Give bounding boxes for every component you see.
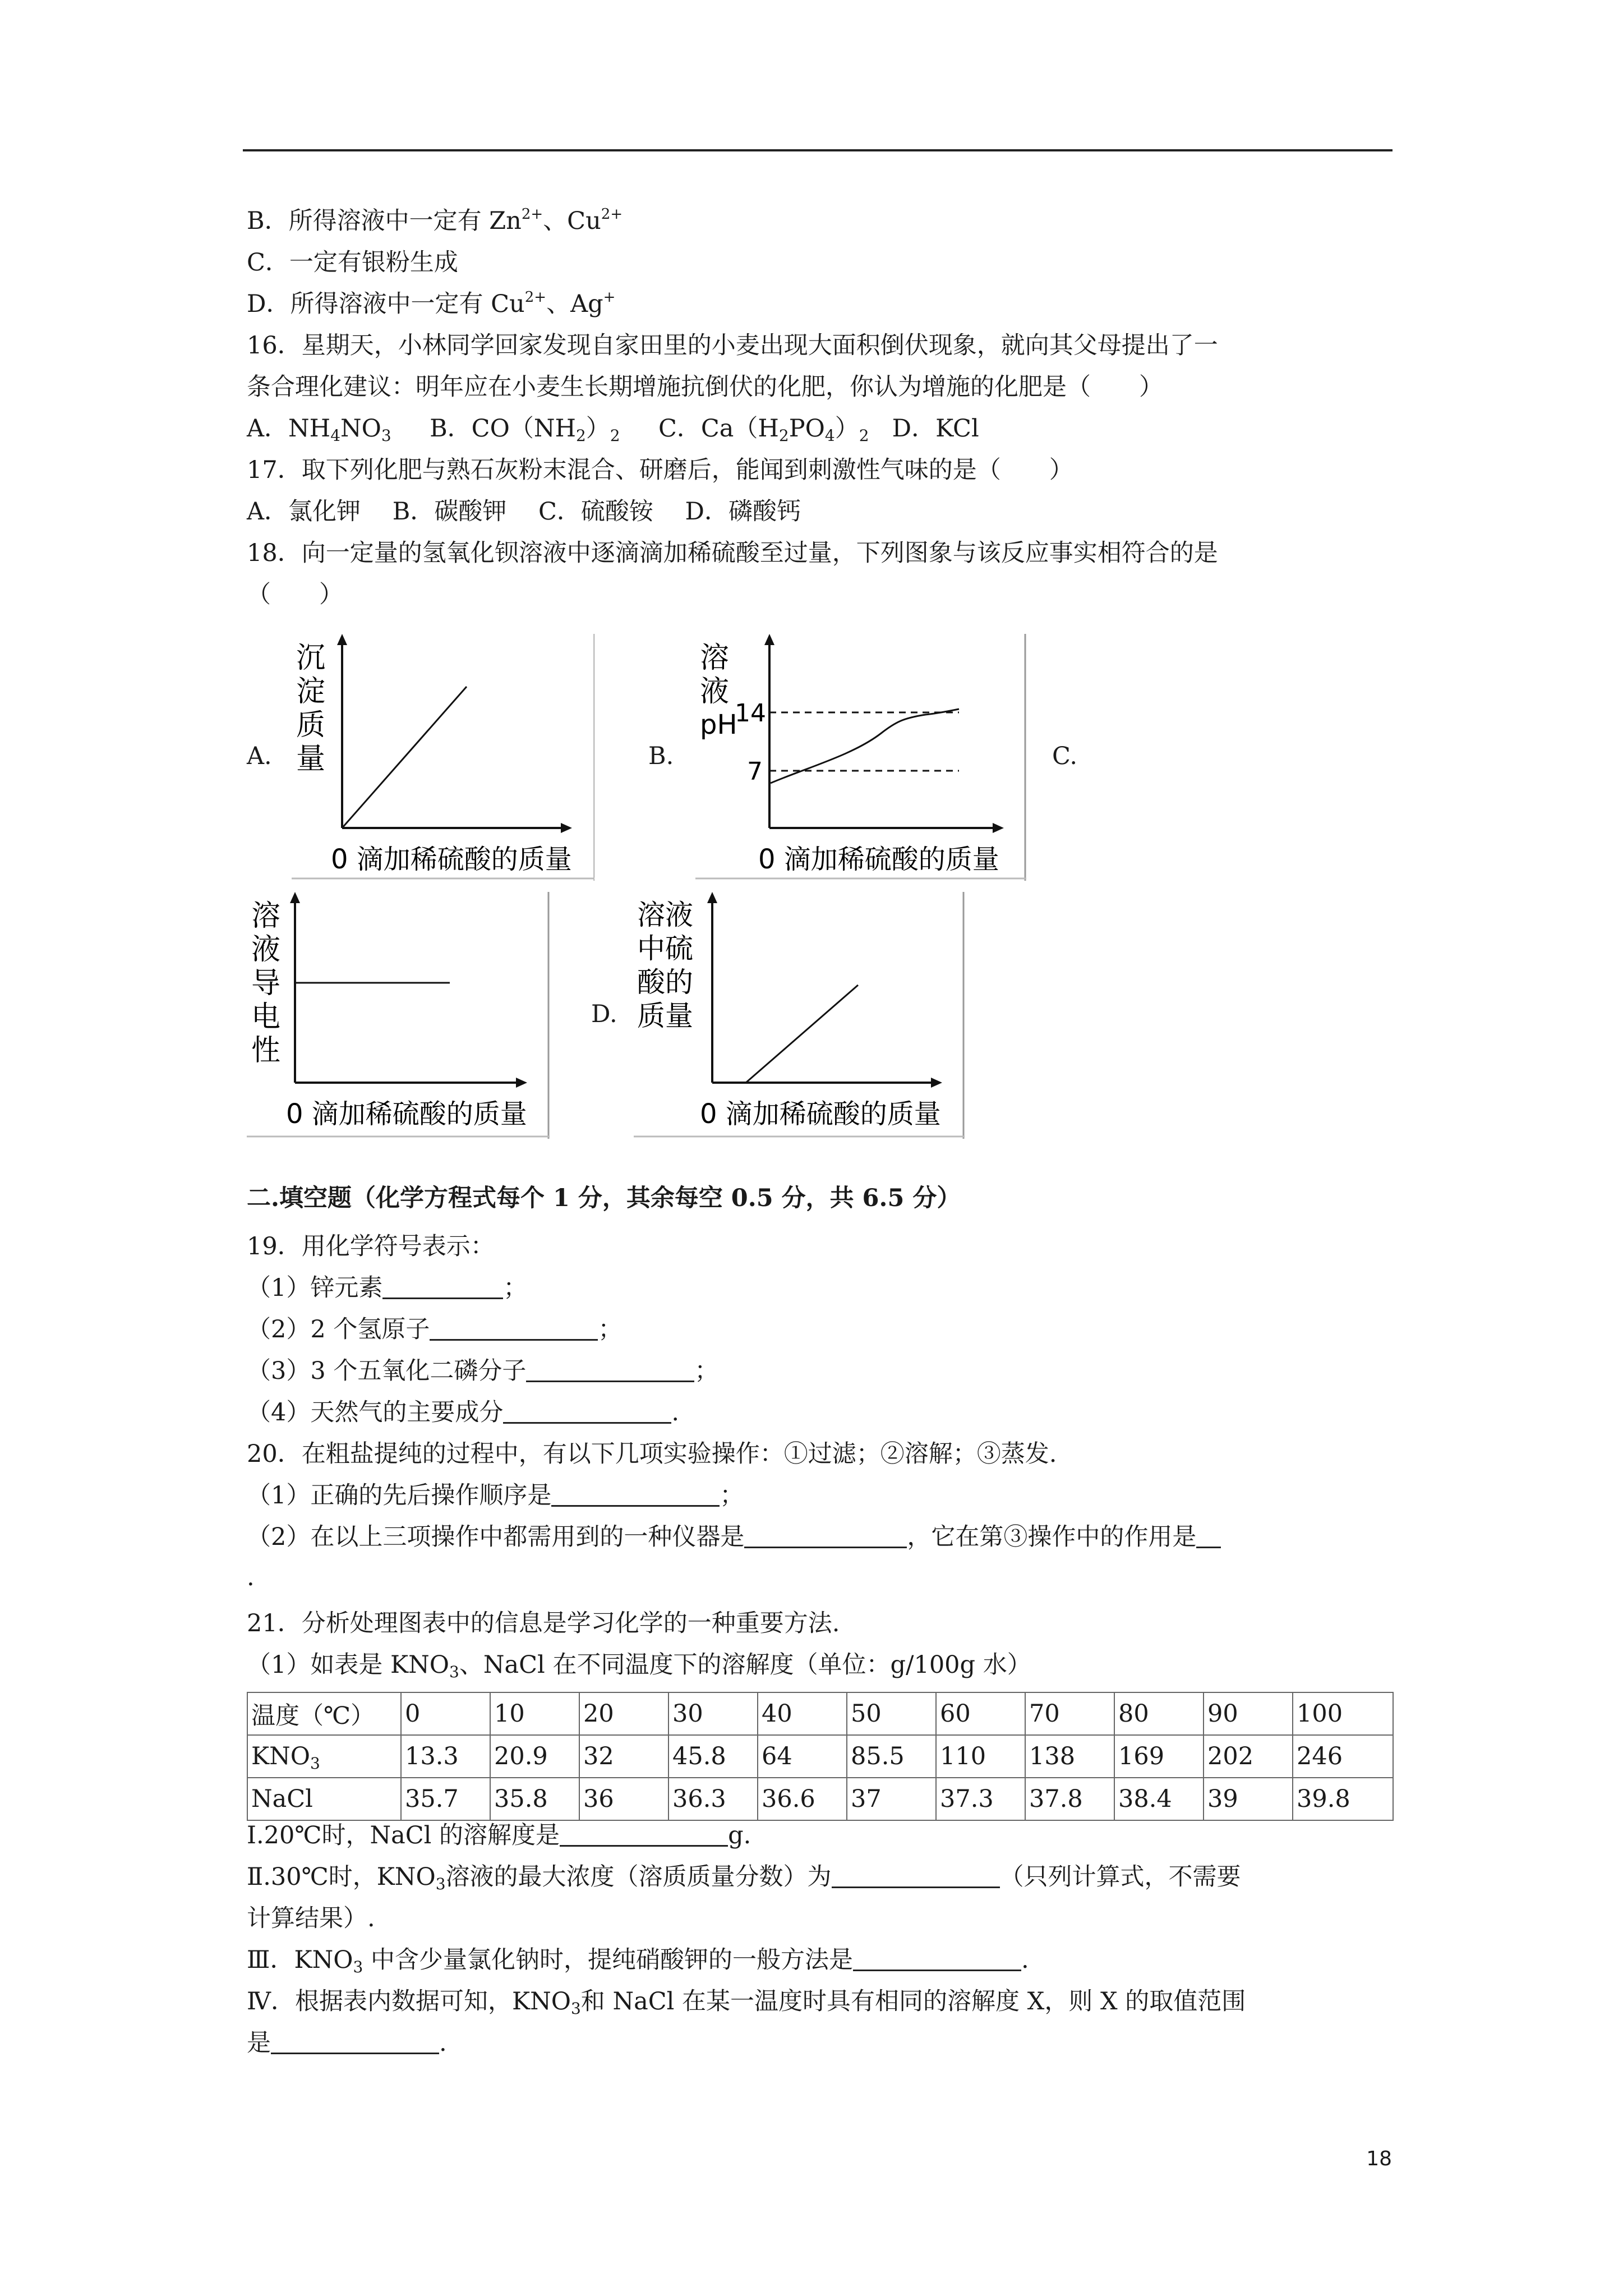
table-header-label: 温度（℃）	[247, 1692, 401, 1735]
graph-b-tick-7: 7	[747, 757, 763, 786]
q19-stem: 19．用化学符号表示：	[247, 1232, 495, 1260]
table-header-cell: 10	[490, 1692, 579, 1735]
q16-stem-line2: 条合理化建议：明年应在小麦生长期增施抗倒伏的化肥，你认为增施的化肥是（ ）	[247, 373, 1163, 401]
q19-item-2: （2）2 个氢原子 ；	[247, 1315, 623, 1343]
q21-sub-1: Ⅰ.20℃时，NaCl 的溶解度是 g.	[247, 1821, 751, 1849]
graph-d-ylabel-1: 溶液	[637, 899, 693, 931]
graph-a	[292, 634, 594, 881]
q19-blank-2[interactable]	[430, 1314, 598, 1341]
table-row-label: $KNO_3$	[247, 1735, 401, 1778]
q20-blank-2[interactable]	[744, 1522, 907, 1548]
table-header-cell: 100	[1293, 1692, 1393, 1735]
q19-item-4: （4）天然气的主要成分 .	[247, 1398, 680, 1427]
table-cell: 39.8	[1293, 1778, 1393, 1820]
table-cell: 64	[758, 1735, 847, 1778]
table-cell: 36.3	[668, 1778, 758, 1820]
q18-label-b: B.	[648, 742, 674, 770]
table-header-cell: 20	[579, 1692, 668, 1735]
table-header-cell: 90	[1204, 1692, 1293, 1735]
q19-blank-3[interactable]	[526, 1356, 694, 1382]
q19-item-3: （3）3 个五氧化二磷分子 ；	[247, 1357, 719, 1385]
table-cell: 32	[579, 1735, 668, 1778]
q20-item-1: （1）正确的先后操作顺序是 ；	[247, 1481, 744, 1510]
table-cell: 39	[1204, 1778, 1293, 1820]
q16-option-b: B．$CO(NH_2)_2$	[430, 415, 620, 445]
q19-blank-4[interactable]	[503, 1397, 671, 1424]
graph-c-ylabel-3: 导	[251, 967, 281, 1000]
graph-c	[247, 892, 550, 1139]
q21-part1-intro: （1）如表是 $KNO_3$、NaCl 在不同温度下的溶解度（单位：g/100g 水）	[247, 1651, 1031, 1681]
q20-blank-3[interactable]	[1196, 1522, 1221, 1548]
graph-b-xlabel: 0 滴加稀硫酸的质量	[758, 844, 999, 875]
q21-sub-3: Ⅲ．$KNO_3$ 中含少量氯化钠时，提纯硝酸钾的一般方法是 .	[247, 1946, 1029, 1976]
graph-d-ylabel-4: 质量	[637, 1000, 693, 1032]
graph-d-ylabel-3: 酸的	[637, 966, 693, 999]
graph-d-ylabel-2: 中硫	[637, 932, 693, 965]
q17-options: A．氯化钾 B．碳酸钾 C．硫酸铵 D．磷酸钙	[247, 498, 801, 526]
graph-b-ylabel-1: 溶	[700, 641, 730, 675]
graph-a-xlabel: 0 滴加稀硫酸的质量	[331, 844, 572, 875]
graph-d-xlabel: 0 滴加稀硫酸的质量	[700, 1098, 941, 1130]
q15-option-d: D．所得溶液中一定有 $Cu^{2+}$、Ag+	[247, 289, 616, 318]
table-cell: 169	[1114, 1735, 1204, 1778]
q20-item-2-end: .	[247, 1563, 255, 1591]
table-cell: 36	[579, 1778, 668, 1820]
q20-item-2: （2）在以上三项操作中都需用到的一种仪器是 ，它在第③操作中的作用是	[247, 1520, 1221, 1554]
q20-blank-1[interactable]	[551, 1480, 720, 1507]
table-header-cell: 70	[1025, 1692, 1114, 1735]
graph-c-ylabel-1: 溶	[251, 899, 281, 933]
table-cell: 45.8	[668, 1735, 758, 1778]
table-cell: 35.8	[490, 1778, 579, 1820]
table-cell: 38.4	[1114, 1778, 1204, 1820]
graph-a-ylabel-1: 沉	[296, 641, 326, 675]
graph-c-xlabel: 0 滴加稀硫酸的质量	[286, 1098, 527, 1130]
q15-option-b: B．所得溶液中一定有 $Zn^{2+}$、$Cu^{2+}$	[247, 206, 623, 235]
q21-stem: 21．分析处理图表中的信息是学习化学的一种重要方法.	[247, 1609, 840, 1637]
page-number: 18	[1366, 2147, 1392, 2170]
table-cell: 202	[1204, 1735, 1293, 1778]
table-row-nacl	[247, 1778, 1393, 1820]
q18-label-c: C.	[1052, 742, 1078, 770]
table-header-cell: 30	[668, 1692, 758, 1735]
q16-stem-line1: 16．星期天，小林同学回家发现自家田里的小麦出现大面积倒伏现象，就向其父母提出了一	[247, 332, 1218, 360]
table-row-label: NaCl	[247, 1778, 401, 1820]
q18-stem-line1: 18．向一定量的氢氧化钡溶液中逐滴滴加稀硫酸至过量，下列图象与该反应事实相符合的是	[247, 539, 1218, 567]
table-cell: 37.8	[1025, 1778, 1114, 1820]
graph-b-ylabel-ph: pH	[700, 709, 737, 740]
q15-option-c: C．一定有银粉生成	[247, 249, 458, 277]
graph-a-ylabel-2: 淀	[296, 675, 326, 708]
table-cell: 138	[1025, 1735, 1114, 1778]
graph-c-ylabel-2: 液	[251, 933, 281, 967]
table-header-cell: 80	[1114, 1692, 1204, 1735]
graph-a-ylabel-3: 质	[296, 708, 326, 742]
graph-a-ylabel-4: 量	[296, 742, 326, 776]
q21-sub-2: Ⅱ.30℃时，$KNO_3$溶液的最大浓度（溶质质量分数）为 （只列计算式，不需要	[247, 1863, 1241, 1893]
section2-title: 二.填空题（化学方程式每个 1 分，其余每空 0.5 分，共 6.5 分）	[247, 1184, 961, 1212]
table-header-cell: 40	[758, 1692, 847, 1735]
q21-blank-1[interactable]	[560, 1820, 728, 1847]
graph-b	[695, 634, 1026, 881]
q21-blank-3[interactable]	[853, 1945, 1021, 1971]
q18-label-d: D.	[591, 1000, 617, 1028]
q16-option-a: A．$NH_4NO_3$	[247, 415, 391, 445]
table-cell: 13.3	[401, 1735, 490, 1778]
table-cell: 36.6	[758, 1778, 847, 1820]
header-rule	[243, 149, 1393, 151]
graph-c-ylabel-4: 电	[251, 1000, 281, 1034]
table-header-cell: 60	[936, 1692, 1025, 1735]
q21-sub-4-cont: 是 .	[247, 2029, 447, 2057]
q21-blank-2[interactable]	[832, 1862, 1000, 1888]
q18-label-a: A.	[247, 742, 272, 770]
table-header-cell: 0	[401, 1692, 490, 1735]
graph-c-ylabel-5: 性	[251, 1034, 281, 1068]
table-cell: 20.9	[490, 1735, 579, 1778]
table-header-cell: 50	[847, 1692, 936, 1735]
q19-blank-1[interactable]	[382, 1273, 503, 1299]
q19-item-1: （1）锌元素 ；	[247, 1274, 528, 1302]
q18-stem-line2: （ ）	[247, 581, 343, 609]
table-header-row	[247, 1692, 1393, 1735]
graph-b-tick-14: 14	[735, 699, 766, 728]
solubility-table	[247, 1692, 1394, 1821]
table-cell: 110	[936, 1735, 1025, 1778]
q17-stem: 17．取下列化肥与熟石灰粉末混合、研磨后，能闻到刺激性气味的是（ ）	[247, 456, 1073, 484]
q16-option-d: D．KCl	[892, 415, 979, 443]
graph-b-ylabel-2: 液	[700, 675, 730, 708]
table-cell: 85.5	[847, 1735, 936, 1778]
graph-d	[634, 892, 965, 1139]
q16-options	[247, 412, 979, 445]
q21-blank-4[interactable]	[271, 2028, 439, 2054]
table-cell: 35.7	[401, 1778, 490, 1820]
table-cell: 37.3	[936, 1778, 1025, 1820]
table-row-kno3	[247, 1735, 1393, 1778]
q21-sub-4: Ⅳ．根据表内数据可知，$KNO_3$和 NaCl 在某一温度时具有相同的溶解度 X，则 X 的取值范围	[247, 1987, 1246, 2018]
q21-sub-2-cont: 计算结果）.	[247, 1904, 375, 1932]
table-cell: 37	[847, 1778, 936, 1820]
q16-option-c: C．$Ca(H_2PO_4)_2$	[658, 415, 869, 445]
q20-stem: 20．在粗盐提纯的过程中，有以下几项实验操作：①过滤；②溶解；③蒸发.	[247, 1440, 1057, 1468]
table-cell: 246	[1293, 1735, 1393, 1778]
